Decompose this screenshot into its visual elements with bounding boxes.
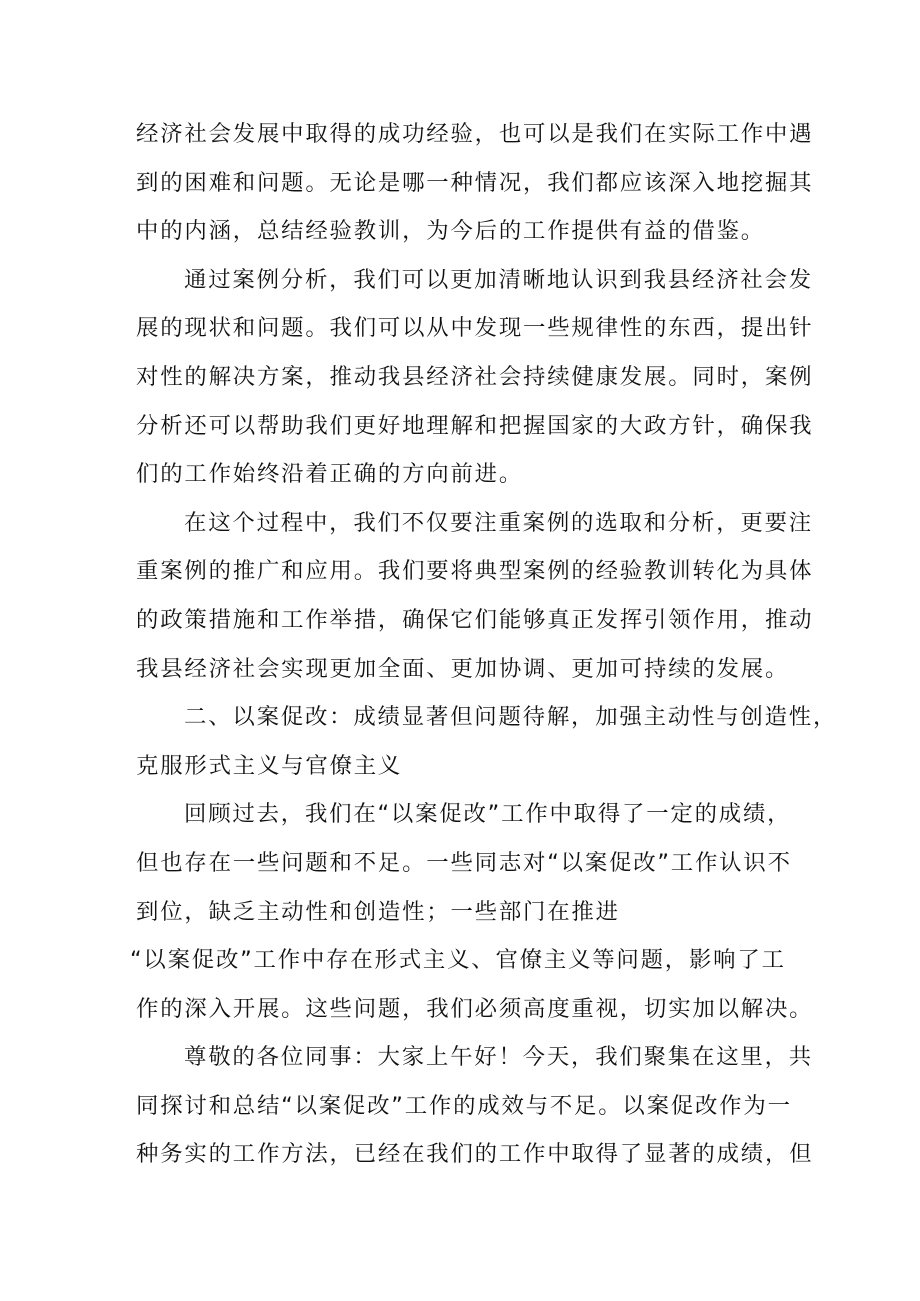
text-line: 重案例的推广和应用。我们要将典型案例的经验教训转化为具体: [136, 558, 814, 585]
text-line: 的政策措施和工作举措，确保它们能够真正发挥引领作用，推动: [136, 606, 814, 633]
text-line: 们的工作始终沿着正确的方向前进。: [136, 461, 524, 488]
text-line: 到的困难和问题。无论是哪一种情况，我们都应该深入地挖掘其: [136, 169, 814, 196]
text-line: 中的内涵，总结经验教训，为今后的工作提供有益的借鉴。: [136, 218, 765, 245]
document-body: [130, 110, 838, 1179]
text-line: 展的现状和问题。我们可以从中发现一些规律性的东西，提出针: [136, 315, 814, 342]
section-heading: 二、以案促改：成绩显著但问题待解，加强主动性与创造性，: [184, 704, 838, 731]
text-line: 经济社会发展中取得的成功经验，也可以是我们在实际工作中遇: [136, 121, 814, 147]
section-heading-continued: 克服形式主义与官僚主义: [136, 752, 403, 779]
paragraph-first-line: 回顾过去，我们在“以案促改”工作中取得了一定的成绩，: [184, 801, 792, 828]
text-line: 作的深入开展。这些问题，我们必须高度重视，切实加以解决。: [136, 995, 814, 1022]
text-line: 种务实的工作方法，已经在我们的工作中取得了显著的成绩，但: [136, 1141, 814, 1168]
paragraph-first-line: 在这个过程中，我们不仅要注重案例的选取和分析，更要注: [184, 509, 813, 536]
text-line: 到位，缺乏主动性和创造性；一些部门在推进: [136, 898, 620, 925]
text-line: 我县经济社会实现更加全面、更加协调、更加可持续的发展。: [136, 655, 790, 682]
paragraph-first-line: 通过案例分析，我们可以更加清晰地认识到我县经济社会发: [184, 266, 813, 293]
text-line: 对性的解决方案，推动我县经济社会持续健康发展。同时，案例: [136, 363, 814, 390]
text-line: 分析还可以帮助我们更好地理解和把握国家的大政方针，确保我: [136, 412, 814, 439]
text-line: “以案促改”工作中存在形式主义、官僚主义等问题，影响了工: [130, 947, 786, 974]
text-line: 但也存在一些问题和不足。一些同志对“以案促改”工作认识不: [136, 849, 792, 876]
text-line: 同探讨和总结“以案促改”工作的成效与不足。以案促改作为一: [136, 1092, 792, 1119]
paragraph-first-line: 尊敬的各位同事：大家上午好！今天，我们聚集在这里，共: [184, 1044, 813, 1071]
